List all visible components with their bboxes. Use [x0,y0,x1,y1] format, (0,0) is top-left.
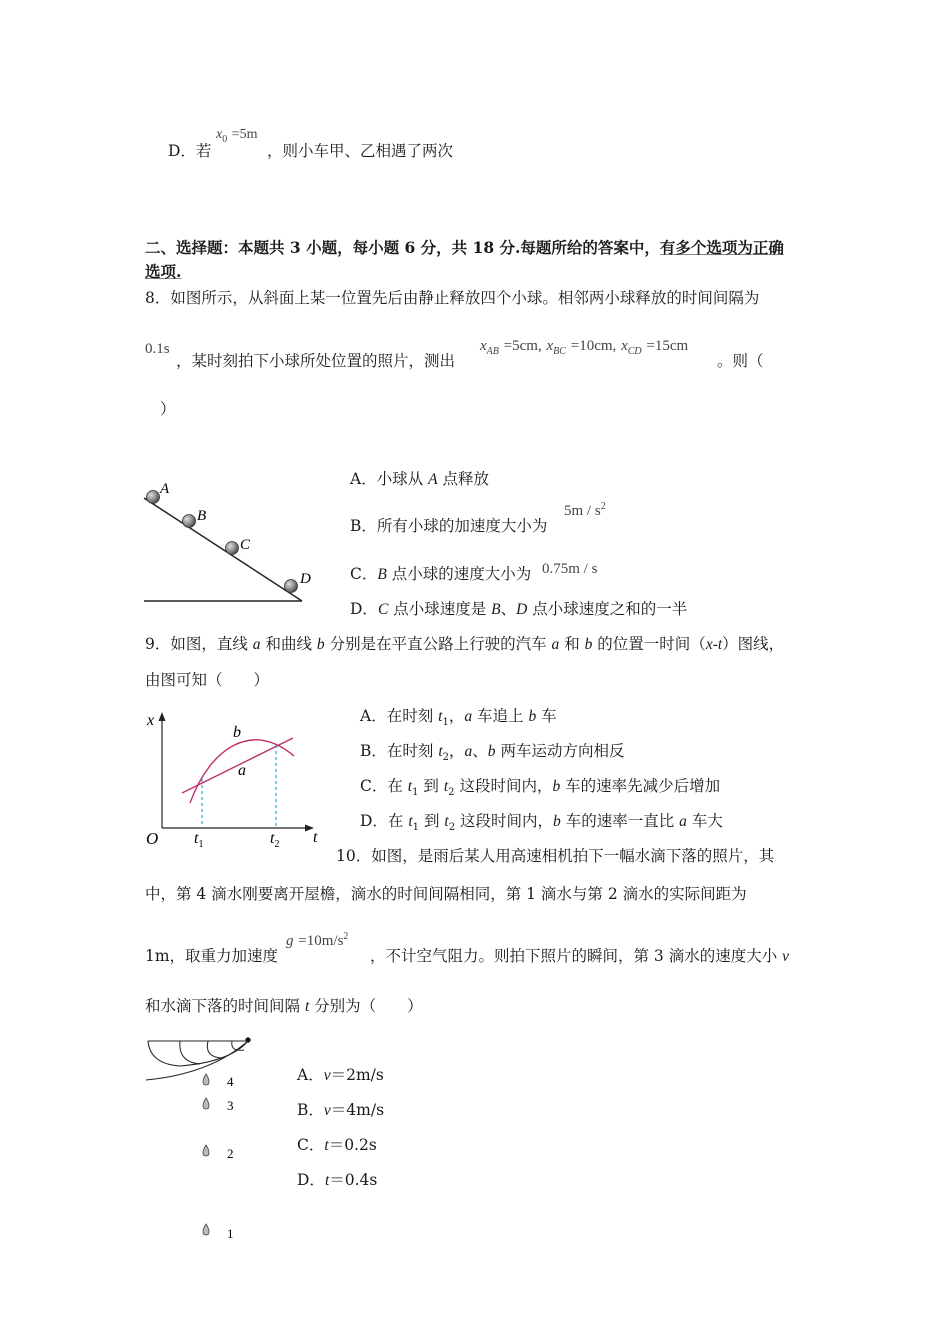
section2-heading: 二、选择题：本题共 3 小题，每小题 6 分，共 18 分.每题所给的答案中，有多个选项为正确 [145,238,784,257]
q7-option-d-suffix: ，则小车甲、乙相遇了两次 [267,142,454,160]
line-a-label: a [238,762,246,779]
q8-stem-line3: ） [160,400,176,418]
q9-stem-line1: 9．如图，直线 a 和曲线 b 分别是在平直公路上行驶的汽车 a 和 b 的位置一时间（x-t）图线， [145,635,785,653]
q8-incline-figure [138,474,328,609]
y-label: x [147,712,155,729]
q8-option-c-value: 0.75m / s [542,561,598,577]
q9-option-a: A．在时刻 $t_1$，a 车追上 b 车 [360,707,557,729]
q10-option-c: C．t＝0.2s [297,1136,377,1154]
q9-option-d: D．在 $t_1$ 到 $t_2$ 这段时间内，b 车的速率一直比 a 车大 [360,812,723,834]
q8-interval: 0.1s [145,341,170,357]
t1-label: $t_1$ [194,830,204,850]
section2-heading-line2: 选项. [145,262,182,281]
eave-arc-2 [207,1041,224,1058]
q8-stem-line2: ，某时刻拍下小球所处位置的照片，测出 [176,352,456,370]
q10-stem-line4: 和水滴下落的时间间隔 t 分别为（ ） [145,997,423,1015]
q8-option-a: A．小球从 A 点释放 [350,470,490,488]
q10-stem-line3-rest: ，不计空气阻力。则拍下照片的瞬间，第 3 滴水的速度大小 v [370,947,790,965]
q10-option-d: D．t＝0.4s [297,1171,378,1189]
q8-option-b-value: $5m / s^2$ [564,501,606,519]
q9-option-b: B．在时刻 $t_2$，a、b 两车运动方向相反 [360,742,625,764]
q8-stem-line2-end: 。则（ [717,352,764,370]
eave-roof [148,1041,248,1066]
x-label: t [313,829,318,846]
ball-c [226,542,239,555]
drop-4 [203,1074,209,1085]
origin-label: O [146,829,159,848]
y-axis-arrow [159,712,166,721]
q9-xt-graph [142,708,332,850]
q10-stem-line1: 10．如图，是雨后某人用高速相机拍下一幅水滴下落的照片，其 [336,847,775,865]
q10-stem-line3: 1m，取重力加速度 [145,947,279,965]
label-d: D [300,571,311,587]
q10-stem-line2: 中，第 4 滴水刚要离开屋檐，滴水的时间间隔相同，第 1 滴水与第 2 滴水的实际间距为 [145,885,747,903]
q8-option-c: C．B 点小球的速度大小为 [350,565,532,583]
q8-stem-line1: 8．如图所示，从斜面上某一位置先后由静止释放四个小球。相邻两小球释放的时间间隔为 [145,289,760,307]
curve-b-label: b [233,724,241,741]
label-b: B [197,508,207,524]
label-a: A [160,481,170,497]
ball-d [285,580,298,593]
q8-option-d: D．C 点小球速度是 B、D 点小球速度之和的一半 [350,600,688,618]
drop-3 [203,1098,209,1109]
drop-1 [203,1224,209,1235]
drop-4-label: 4 [227,1074,234,1089]
q10-option-b: B．v＝4m/s [297,1101,385,1119]
label-c: C [240,537,251,553]
drop-2 [203,1145,209,1156]
q10-option-a: A．v＝2m/s [297,1066,384,1084]
t2-label: $t_2$ [270,830,280,850]
drop-1-label: 1 [227,1226,234,1241]
q9-option-c: C．在 $t_1$ 到 $t_2$ 这段时间内，b 车的速率先减少后增加 [360,777,721,799]
q7-option-d-formula: $x_0 =5m$ [216,127,258,145]
q7-option-d: D．若 [168,142,212,160]
drop-2-label: 2 [227,1146,234,1161]
q8-formula: $x_{AB} =5cm$, $x_{BC} =10cm$, $x_{CD} =15cm$ [480,338,689,357]
q10-g-formula: $g =10m/s^2$ [286,931,349,949]
incline-line [144,498,302,601]
eave-arc-1 [180,1041,200,1064]
drop-3-label: 3 [227,1098,234,1113]
ball-a [147,491,160,504]
q9-stem-line2: 由图可知（ ） [145,671,270,689]
q8-option-b: B．所有小球的加速度大小为 [350,517,548,535]
ball-b [183,515,196,528]
q10-drops-figure [140,1034,270,1246]
